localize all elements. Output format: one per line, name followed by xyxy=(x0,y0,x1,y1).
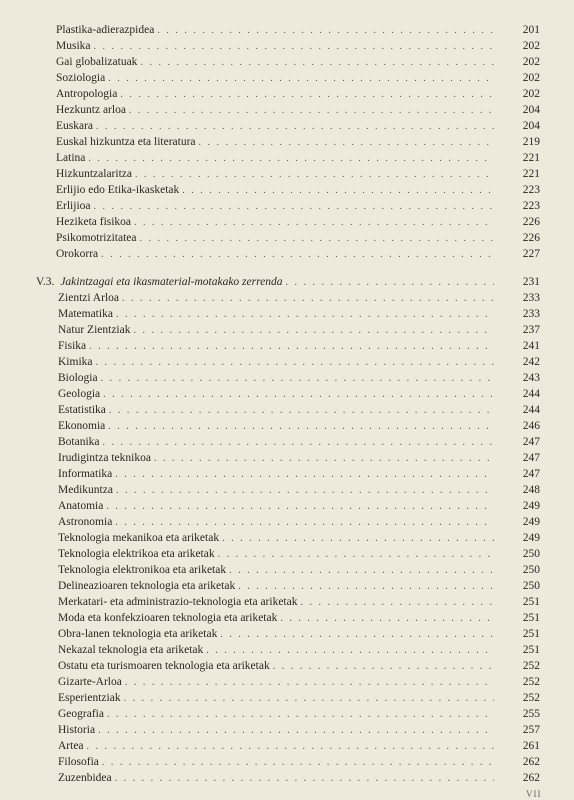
toc-entry-page: 251 xyxy=(522,612,540,624)
dot-leader xyxy=(154,451,494,467)
toc-section-title-wrap xyxy=(36,274,286,290)
toc-group-a xyxy=(0,22,574,262)
toc-entry xyxy=(0,198,540,214)
toc-entry-page: 223 xyxy=(522,200,540,212)
toc-entry xyxy=(0,354,540,370)
dot-leader xyxy=(103,387,494,403)
toc-entry-page: 227 xyxy=(522,248,540,260)
toc-entry-label: Plastika-adierazpidea xyxy=(56,24,155,36)
toc-entry xyxy=(0,118,540,134)
toc-entry xyxy=(0,386,540,402)
page-folio: VII xyxy=(526,789,542,799)
toc-entry xyxy=(0,134,540,150)
toc-entry-page: 249 xyxy=(522,516,540,528)
toc-entry xyxy=(0,690,540,706)
dot-leader xyxy=(218,547,494,563)
toc-entry-label: Estatistika xyxy=(58,404,106,416)
toc-entry-label: Soziologia xyxy=(56,72,106,84)
toc-entry-label: Euskara xyxy=(56,120,94,132)
toc-entry xyxy=(0,418,540,434)
dot-leader xyxy=(286,275,494,291)
toc-entry xyxy=(0,674,540,690)
toc-entry-page: 251 xyxy=(522,596,540,608)
toc-entry-page: 249 xyxy=(522,532,540,544)
toc-entry-page: 242 xyxy=(522,356,540,368)
toc-entry-label: Artea xyxy=(58,740,84,752)
dot-leader xyxy=(129,103,494,119)
toc-entry-page: 247 xyxy=(522,452,540,464)
toc-entry-page: 251 xyxy=(522,644,540,656)
toc-entry xyxy=(0,530,540,546)
dot-leader xyxy=(134,215,494,231)
toc-entry xyxy=(0,54,540,70)
toc-entry xyxy=(0,434,540,450)
toc-entry xyxy=(0,594,540,610)
toc-entry-page: 262 xyxy=(522,756,540,768)
dot-leader xyxy=(108,71,494,87)
dot-leader xyxy=(89,339,494,355)
toc-entry-label: Natur Zientziak xyxy=(58,324,131,336)
toc-section-page: 231 xyxy=(522,276,540,288)
toc-entry-page: 223 xyxy=(522,184,540,196)
toc-entry-page: 202 xyxy=(522,40,540,52)
dot-leader xyxy=(238,579,494,595)
dot-leader xyxy=(98,723,494,739)
toc-entry xyxy=(0,514,540,530)
toc-entry-label: Astronomia xyxy=(58,516,113,528)
dot-leader xyxy=(101,371,494,387)
toc-entry-page: 248 xyxy=(522,484,540,496)
toc-entry-label: Ekonomia xyxy=(58,420,106,432)
toc-entry-label: Delineazioaren teknologia eta ariketak xyxy=(58,580,236,592)
dot-leader xyxy=(88,151,494,167)
toc-entry xyxy=(0,86,540,102)
toc-entry-page: 257 xyxy=(522,724,540,736)
toc-entry-page: 244 xyxy=(522,404,540,416)
toc-entry-page: 252 xyxy=(522,692,540,704)
toc-entry xyxy=(0,642,540,658)
toc-entry xyxy=(0,402,540,418)
dot-leader xyxy=(124,691,494,707)
toc-entry-label: Irudigintza teknikoa xyxy=(58,452,151,464)
toc-entry-label: Psikomotrizitatea xyxy=(56,232,137,244)
toc-entry-label: Biologia xyxy=(58,372,98,384)
toc-section-title: Jakintzagai eta ikasmaterial-motakako zerrenda xyxy=(60,276,283,288)
toc-entry xyxy=(0,38,540,54)
toc-entry xyxy=(0,562,540,578)
toc-entry-page: 261 xyxy=(522,740,540,752)
toc-entry-page: 252 xyxy=(522,660,540,672)
toc-entry-label: Teknologia mekanikoa eta ariketak xyxy=(58,532,220,544)
toc-entry-label: Esperientziak xyxy=(58,692,121,704)
toc-entry-page: 251 xyxy=(522,628,540,640)
toc-entry xyxy=(0,770,540,786)
dot-leader xyxy=(222,531,494,547)
toc-entry-page: 250 xyxy=(522,564,540,576)
toc-entry-label: Orokorra xyxy=(56,248,99,260)
toc-entry-page: 244 xyxy=(522,388,540,400)
toc-entry-label: Gizarte-Arloa xyxy=(58,676,122,688)
dot-leader xyxy=(103,435,494,451)
toc-entry-label: Hezkuntz arloa xyxy=(56,104,126,116)
toc-entry xyxy=(0,150,540,166)
toc-entry-label: Hizkuntzalaritza xyxy=(56,168,132,180)
toc-entry xyxy=(0,706,540,722)
toc-entry-label: Historia xyxy=(58,724,96,736)
dot-leader xyxy=(139,231,494,247)
dot-leader xyxy=(140,55,494,71)
toc-entry-label: Erlijio edo Etika-ikasketak xyxy=(56,184,180,196)
toc-entry-page: 202 xyxy=(522,88,540,100)
toc-entry-page: 249 xyxy=(522,500,540,512)
toc-entry-label: Latina xyxy=(56,152,86,164)
dot-leader xyxy=(116,483,494,499)
toc-entry-page: 255 xyxy=(522,708,540,720)
dot-leader xyxy=(115,515,494,531)
toc-entry xyxy=(0,70,540,86)
dot-leader xyxy=(101,247,494,263)
toc-entry-label: Matematika xyxy=(58,308,113,320)
toc-entry xyxy=(0,230,540,246)
toc-entry-page: 243 xyxy=(522,372,540,384)
toc-entry-page: 226 xyxy=(522,216,540,228)
toc-entry-page: 252 xyxy=(522,676,540,688)
toc-entry xyxy=(0,738,540,754)
toc-entry xyxy=(0,546,540,562)
toc-entry-page: 201 xyxy=(522,24,540,36)
dot-leader xyxy=(87,739,494,755)
toc-entry-label: Botanika xyxy=(58,436,100,448)
toc-entry-page: 204 xyxy=(522,120,540,132)
toc-entry xyxy=(0,658,540,674)
toc-group-b xyxy=(0,290,574,786)
toc-entry-label: Antropologia xyxy=(56,88,118,100)
toc-entry-label: Zientzi Arloa xyxy=(58,292,119,304)
toc-entry-page: 250 xyxy=(522,580,540,592)
toc-entry-page: 204 xyxy=(522,104,540,116)
toc-entry xyxy=(0,214,540,230)
dot-leader xyxy=(229,563,494,579)
toc-entry xyxy=(0,722,540,738)
toc-entry-page: 250 xyxy=(522,548,540,560)
dot-leader xyxy=(182,183,494,199)
toc-entry-label: Geologia xyxy=(58,388,101,400)
toc-entry-page: 233 xyxy=(522,308,540,320)
toc-entry-label: Erlijioa xyxy=(56,200,91,212)
toc-section-number: V.3. xyxy=(36,276,55,288)
toc-entry xyxy=(0,22,540,38)
toc-entry xyxy=(0,578,540,594)
toc-entry-page: 202 xyxy=(522,72,540,84)
toc-entry-label: Euskal hizkuntza eta literatura xyxy=(56,136,196,148)
toc-entry xyxy=(0,182,540,198)
dot-leader xyxy=(96,119,494,135)
toc-entry-label: Moda eta konfekzioaren teknologia eta ariketak xyxy=(58,612,278,624)
dot-leader xyxy=(109,403,494,419)
dot-leader xyxy=(199,135,494,151)
dot-leader xyxy=(94,39,495,55)
toc-entry xyxy=(0,306,540,322)
toc-entry xyxy=(0,482,540,498)
toc-entry xyxy=(0,626,540,642)
toc-entry xyxy=(0,322,540,338)
dot-leader xyxy=(280,611,494,627)
toc-entry-label: Teknologia elektronikoa eta ariketak xyxy=(58,564,227,576)
dot-leader xyxy=(133,323,494,339)
toc-entry-label: Informatika xyxy=(58,468,113,480)
dot-leader xyxy=(96,355,495,371)
toc-entry xyxy=(0,370,540,386)
toc-entry-page: 233 xyxy=(522,292,540,304)
dot-leader xyxy=(125,675,494,691)
toc-entry-label: Nekazal teknologia eta ariketak xyxy=(58,644,204,656)
dot-leader xyxy=(106,499,494,515)
toc-entry xyxy=(0,338,540,354)
dot-leader xyxy=(122,291,494,307)
toc-entry-page: 237 xyxy=(522,324,540,336)
dot-leader xyxy=(94,199,495,215)
toc-entry-label: Musika xyxy=(56,40,91,52)
toc-entry xyxy=(0,610,540,626)
toc-entry-page: 247 xyxy=(522,436,540,448)
toc-entry-page: 221 xyxy=(522,152,540,164)
toc-entry-label: Medikuntza xyxy=(58,484,113,496)
toc-entry xyxy=(0,498,540,514)
toc-entry-page: 262 xyxy=(522,772,540,784)
toc-entry-label: Fisika xyxy=(58,340,87,352)
toc-entry xyxy=(0,166,540,182)
toc-entry-page: 246 xyxy=(522,420,540,432)
dot-leader xyxy=(300,595,494,611)
dot-leader xyxy=(115,771,494,787)
dot-leader xyxy=(220,627,494,643)
toc-entry xyxy=(0,290,540,306)
toc-entry-page: 219 xyxy=(522,136,540,148)
toc-entry-label: Ostatu eta turismoaren teknologia eta ariketak xyxy=(58,660,270,672)
toc-entry-label: Kimika xyxy=(58,356,93,368)
toc-entry xyxy=(0,466,540,482)
toc-entry-page: 241 xyxy=(522,340,540,352)
dot-leader xyxy=(120,87,494,103)
dot-leader xyxy=(107,707,494,723)
toc-entry-label: Anatomia xyxy=(58,500,104,512)
toc-entry-label: Filosofia xyxy=(58,756,99,768)
toc-entry xyxy=(0,102,540,118)
toc-entry-label: Heziketa fisikoa xyxy=(56,216,132,228)
toc-entry-page: 247 xyxy=(522,468,540,480)
dot-leader xyxy=(108,419,494,435)
toc-entry xyxy=(0,450,540,466)
dot-leader xyxy=(206,643,494,659)
toc-section xyxy=(0,274,574,290)
toc-entry-label: Obra-lanen teknologia eta ariketak xyxy=(58,628,218,640)
dot-leader xyxy=(116,307,494,323)
toc-entry-label: Teknologia elektrikoa eta ariketak xyxy=(58,548,215,560)
dot-leader xyxy=(102,755,494,771)
toc-entry xyxy=(0,754,540,770)
dot-leader xyxy=(157,23,494,39)
toc-entry-label: Geografia xyxy=(58,708,104,720)
toc-entry-page: 226 xyxy=(522,232,540,244)
toc-entry xyxy=(0,246,540,262)
toc-section-heading xyxy=(0,274,540,290)
dot-leader xyxy=(135,167,494,183)
toc-entry-label: Gai globalizatuak xyxy=(56,56,138,68)
table-of-contents xyxy=(0,22,574,786)
toc-entry-label: Merkatari- eta administrazio-teknologia eta ariketak xyxy=(58,596,298,608)
dot-leader xyxy=(115,467,494,483)
toc-entry-page: 202 xyxy=(522,56,540,68)
toc-entry-label: Zuzenbidea xyxy=(58,772,112,784)
toc-entry-page: 221 xyxy=(522,168,540,180)
dot-leader xyxy=(273,659,494,675)
